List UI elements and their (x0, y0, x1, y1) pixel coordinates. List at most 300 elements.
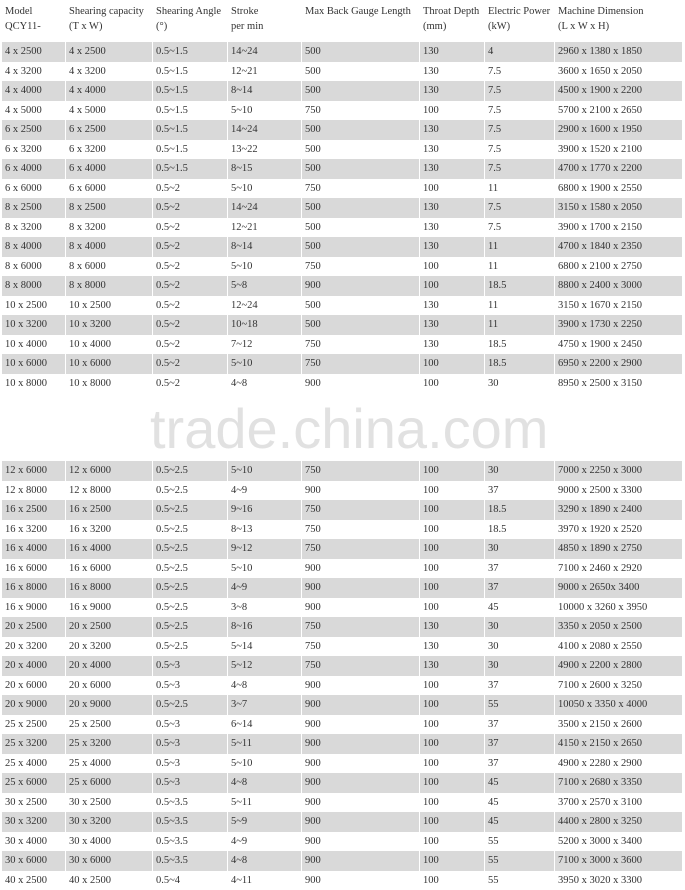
table-cell: 100 (420, 676, 485, 696)
table-row (2, 617, 683, 637)
table-cell: 100 (420, 851, 485, 871)
column-header (153, 0, 228, 42)
table-cell: 6950 x 2200 x 2900 (555, 354, 683, 374)
table-cell: 4~11 (228, 871, 302, 890)
table-row (2, 374, 683, 394)
table-cell: 4700 x 1770 x 2200 (555, 159, 683, 179)
table-cell: 45 (485, 598, 555, 618)
table-cell: 500 (302, 237, 420, 257)
table-cell: 9~16 (228, 500, 302, 520)
table-cell: 100 (420, 354, 485, 374)
table-cell: 12 x 6000 (2, 461, 66, 481)
table-cell: 20 x 9000 (2, 695, 66, 715)
table-cell: 37 (485, 754, 555, 774)
table-cell: 130 (420, 296, 485, 316)
table-cell: 4850 x 1890 x 2750 (555, 539, 683, 559)
column-header-line: Shearing capacity (69, 4, 152, 19)
table-cell: 6 x 3200 (2, 140, 66, 160)
table-cell: 100 (420, 101, 485, 121)
table-cell: 0.5~2 (153, 218, 228, 238)
table-cell: 10 x 2500 (66, 296, 153, 316)
table-cell: 6800 x 1900 x 2550 (555, 179, 683, 199)
table-cell: 18.5 (485, 520, 555, 540)
table-cell: 5~10 (228, 101, 302, 121)
table-cell: 30 (485, 461, 555, 481)
table-cell: 11 (485, 179, 555, 199)
table-cell: 5~10 (228, 559, 302, 579)
table-cell: 20 x 3200 (2, 637, 66, 657)
table-cell: 4150 x 2150 x 2650 (555, 734, 683, 754)
table-gap (2, 393, 683, 461)
column-header (66, 0, 153, 42)
table-row (2, 520, 683, 540)
table-cell: 7~12 (228, 335, 302, 355)
table-cell: 16 x 8000 (2, 578, 66, 598)
table-row (2, 296, 683, 316)
table-cell: 3290 x 1890 x 2400 (555, 500, 683, 520)
table-cell: 5~11 (228, 734, 302, 754)
table-cell: 45 (485, 793, 555, 813)
table-cell: 900 (302, 598, 420, 618)
table-cell: 20 x 2500 (66, 617, 153, 637)
table-row (2, 656, 683, 676)
table-cell: 750 (302, 354, 420, 374)
table-cell: 30 x 6000 (66, 851, 153, 871)
table-cell: 5~10 (228, 461, 302, 481)
table-cell: 0.5~3 (153, 656, 228, 676)
table-cell: 750 (302, 617, 420, 637)
table-cell: 4~9 (228, 578, 302, 598)
table-cell: 900 (302, 559, 420, 579)
table-cell: 0.5~2.5 (153, 578, 228, 598)
table-cell: 3350 x 2050 x 2500 (555, 617, 683, 637)
table-row (2, 335, 683, 355)
table-cell: 100 (420, 500, 485, 520)
table-cell: 10 x 4000 (2, 335, 66, 355)
table-row (2, 315, 683, 335)
table-cell: 100 (420, 481, 485, 501)
column-header-line: (L x W x H) (558, 19, 682, 34)
column-header-line: (mm) (423, 19, 484, 34)
table-cell: 0.5~2.5 (153, 617, 228, 637)
table-cell: 130 (420, 120, 485, 140)
table-cell: 10 x 4000 (66, 335, 153, 355)
table-cell: 100 (420, 461, 485, 481)
table-cell: 3700 x 2570 x 3100 (555, 793, 683, 813)
table-row (2, 81, 683, 101)
table-cell: 45 (485, 812, 555, 832)
table-row (2, 354, 683, 374)
table-cell: 900 (302, 695, 420, 715)
table-cell: 20 x 9000 (66, 695, 153, 715)
table-cell: 14~24 (228, 42, 302, 62)
table-row (2, 120, 683, 140)
table-cell: 750 (302, 335, 420, 355)
table-cell: 7000 x 2250 x 3000 (555, 461, 683, 481)
table-cell: 30 x 6000 (2, 851, 66, 871)
table-cell: 0.5~3.5 (153, 832, 228, 852)
table-cell: 4700 x 1840 x 2350 (555, 237, 683, 257)
table-cell: 100 (420, 559, 485, 579)
table-cell: 7100 x 2680 x 3350 (555, 773, 683, 793)
table-cell: 8 x 8000 (2, 276, 66, 296)
table-cell: 5~8 (228, 276, 302, 296)
table-cell: 25 x 4000 (2, 754, 66, 774)
table-cell: 16 x 9000 (66, 598, 153, 618)
table-cell: 7.5 (485, 140, 555, 160)
table-row (2, 539, 683, 559)
table-cell: 16 x 4000 (66, 539, 153, 559)
table-cell: 4~8 (228, 851, 302, 871)
column-header-line: Model (5, 4, 65, 19)
table-cell: 100 (420, 257, 485, 277)
table-cell: 40 x 2500 (66, 871, 153, 890)
table-cell: 6 x 6000 (2, 179, 66, 199)
table-cell: 7.5 (485, 218, 555, 238)
table-cell: 100 (420, 773, 485, 793)
table-cell: 14~24 (228, 198, 302, 218)
table-cell: 100 (420, 715, 485, 735)
table-cell: 25 x 6000 (66, 773, 153, 793)
column-header-line: (T x W) (69, 19, 152, 34)
table-cell: 11 (485, 257, 555, 277)
column-header-line: Throat Depth (423, 4, 484, 19)
table-cell: 20 x 4000 (2, 656, 66, 676)
column-header (228, 0, 302, 42)
table-cell: 8 x 3200 (66, 218, 153, 238)
table-cell: 12~21 (228, 62, 302, 82)
table-cell: 0.5~2.5 (153, 695, 228, 715)
table-cell: 4~9 (228, 832, 302, 852)
table-cell: 900 (302, 812, 420, 832)
table-row (2, 793, 683, 813)
table-cell: 0.5~1.5 (153, 101, 228, 121)
table-cell: 0.5~2 (153, 315, 228, 335)
table-cell: 130 (420, 617, 485, 637)
table-cell: 2900 x 1600 x 1950 (555, 120, 683, 140)
table-cell: 55 (485, 871, 555, 890)
column-header-line: Shearing Angle (156, 4, 227, 19)
table-cell: 750 (302, 539, 420, 559)
table-cell: 100 (420, 734, 485, 754)
table-cell: 7.5 (485, 159, 555, 179)
table-cell: 6 x 4000 (2, 159, 66, 179)
table-cell: 0.5~2.5 (153, 481, 228, 501)
table-row (2, 871, 683, 890)
table-cell: 4 x 2500 (66, 42, 153, 62)
table-cell: 25 x 4000 (66, 754, 153, 774)
table-cell: 4400 x 2800 x 3250 (555, 812, 683, 832)
table-row (2, 500, 683, 520)
table-cell: 900 (302, 578, 420, 598)
table-cell: 16 x 9000 (2, 598, 66, 618)
table-cell: 750 (302, 101, 420, 121)
table-cell: 130 (420, 62, 485, 82)
table-cell: 750 (302, 257, 420, 277)
table-cell: 0.5~3 (153, 734, 228, 754)
table-cell: 45 (485, 773, 555, 793)
table-cell: 0.5~1.5 (153, 62, 228, 82)
table-cell: 100 (420, 695, 485, 715)
table-cell: 10 x 8000 (2, 374, 66, 394)
table-cell: 12 x 8000 (66, 481, 153, 501)
table-cell: 100 (420, 539, 485, 559)
table-cell: 8~15 (228, 159, 302, 179)
table-cell: 5~10 (228, 257, 302, 277)
table-cell: 0.5~3 (153, 754, 228, 774)
table-row (2, 695, 683, 715)
table-cell: 55 (485, 695, 555, 715)
table-cell: 130 (420, 637, 485, 657)
table-cell: 12 x 6000 (66, 461, 153, 481)
table-cell: 130 (420, 335, 485, 355)
table-cell: 9~12 (228, 539, 302, 559)
table-cell: 100 (420, 520, 485, 540)
table-cell: 30 x 4000 (66, 832, 153, 852)
table-cell: 500 (302, 140, 420, 160)
column-header (485, 0, 555, 42)
table-cell: 10~18 (228, 315, 302, 335)
table-cell: 900 (302, 276, 420, 296)
table-cell: 4~8 (228, 374, 302, 394)
table-cell: 30 (485, 617, 555, 637)
table-cell: 3~7 (228, 695, 302, 715)
table-cell: 9000 x 2650x 3400 (555, 578, 683, 598)
table-row (2, 832, 683, 852)
table-cell: 750 (302, 520, 420, 540)
table-row (2, 198, 683, 218)
table-cell: 16 x 6000 (66, 559, 153, 579)
column-header (302, 0, 420, 42)
table-cell: 3950 x 3020 x 3300 (555, 871, 683, 890)
table-cell: 11 (485, 296, 555, 316)
table-cell: 130 (420, 81, 485, 101)
table-cell: 8 x 6000 (2, 257, 66, 277)
table-cell: 4900 x 2280 x 2900 (555, 754, 683, 774)
table-row (2, 637, 683, 657)
table-cell: 8~14 (228, 81, 302, 101)
table-cell: 0.5~2.5 (153, 500, 228, 520)
table-cell: 37 (485, 715, 555, 735)
table-cell: 16 x 2500 (2, 500, 66, 520)
table-cell: 40 x 2500 (2, 871, 66, 890)
table-cell: 900 (302, 374, 420, 394)
table-cell: 5200 x 3000 x 3400 (555, 832, 683, 852)
watermark-text: trade.china.com (150, 396, 548, 461)
table-cell: 8950 x 2500 x 3150 (555, 374, 683, 394)
table-cell: 100 (420, 598, 485, 618)
table-cell: 13~22 (228, 140, 302, 160)
table-cell: 5~10 (228, 754, 302, 774)
table-cell: 7.5 (485, 62, 555, 82)
table-cell: 10 x 2500 (2, 296, 66, 316)
table-cell: 0.5~1.5 (153, 159, 228, 179)
table-cell: 10 x 6000 (66, 354, 153, 374)
column-header (420, 0, 485, 42)
table-cell: 10 x 3200 (2, 315, 66, 335)
table-cell: 20 x 4000 (66, 656, 153, 676)
table-cell: 5~11 (228, 793, 302, 813)
table-cell: 55 (485, 851, 555, 871)
table-cell: 4900 x 2200 x 2800 (555, 656, 683, 676)
table-cell: 0.5~3 (153, 715, 228, 735)
table-cell: 10 x 6000 (2, 354, 66, 374)
table-cell: 0.5~1.5 (153, 81, 228, 101)
table-cell: 7100 x 3000 x 3600 (555, 851, 683, 871)
table-row (2, 676, 683, 696)
table-cell: 18.5 (485, 500, 555, 520)
table-cell: 500 (302, 315, 420, 335)
table-cell: 0.5~2.5 (153, 598, 228, 618)
table-row (2, 237, 683, 257)
table-cell: 130 (420, 140, 485, 160)
table-cell: 8 x 3200 (2, 218, 66, 238)
table-cell: 25 x 2500 (2, 715, 66, 735)
table-cell: 500 (302, 42, 420, 62)
table-cell: 8800 x 2400 x 3000 (555, 276, 683, 296)
table-row (2, 257, 683, 277)
table-cell: 5~14 (228, 637, 302, 657)
table-cell: 8 x 2500 (66, 198, 153, 218)
table-cell: 0.5~3 (153, 676, 228, 696)
table-cell: 0.5~1.5 (153, 42, 228, 62)
table-cell: 10 x 3200 (66, 315, 153, 335)
table-cell: 8~13 (228, 520, 302, 540)
table-cell: 900 (302, 676, 420, 696)
table-cell: 100 (420, 578, 485, 598)
table-cell: 500 (302, 159, 420, 179)
table-cell: 4 x 5000 (66, 101, 153, 121)
table-cell: 7.5 (485, 198, 555, 218)
table-cell: 130 (420, 656, 485, 676)
table-cell: 0.5~2 (153, 374, 228, 394)
column-header-line: (kW) (488, 19, 554, 34)
table-cell: 130 (420, 237, 485, 257)
table-cell: 7100 x 2460 x 2920 (555, 559, 683, 579)
table-row (2, 851, 683, 871)
table-cell: 0.5~2 (153, 198, 228, 218)
table-cell: 100 (420, 374, 485, 394)
table-cell: 5~10 (228, 179, 302, 199)
column-header-line: Max Back Gauge Length (305, 4, 419, 19)
table-cell: 25 x 6000 (2, 773, 66, 793)
table-cell: 37 (485, 578, 555, 598)
table-cell: 3970 x 1920 x 2520 (555, 520, 683, 540)
table-cell: 30 (485, 656, 555, 676)
table-cell: 6 x 4000 (66, 159, 153, 179)
table-cell: 4 x 4000 (66, 81, 153, 101)
table-row (2, 218, 683, 238)
table-cell: 0.5~3.5 (153, 851, 228, 871)
table-row (2, 812, 683, 832)
specs-table (2, 0, 683, 890)
table-cell: 3150 x 1670 x 2150 (555, 296, 683, 316)
table-cell: 18.5 (485, 276, 555, 296)
table-cell: 3900 x 1520 x 2100 (555, 140, 683, 160)
table-cell: 30 x 4000 (2, 832, 66, 852)
column-header-line: Stroke (231, 4, 301, 19)
table-cell: 4 x 4000 (2, 81, 66, 101)
table-cell: 6800 x 2100 x 2750 (555, 257, 683, 277)
table-cell: 3~8 (228, 598, 302, 618)
table-cell: 4~9 (228, 481, 302, 501)
table-cell: 8 x 4000 (2, 237, 66, 257)
table-row (2, 62, 683, 82)
table-cell: 900 (302, 793, 420, 813)
table-cell: 100 (420, 871, 485, 890)
table-row (2, 179, 683, 199)
table-row (2, 598, 683, 618)
table-cell: 37 (485, 481, 555, 501)
table-cell: 500 (302, 296, 420, 316)
table-cell: 30 x 2500 (66, 793, 153, 813)
table-cell: 5~9 (228, 812, 302, 832)
table-cell: 100 (420, 832, 485, 852)
table-body-top (2, 42, 683, 393)
table-cell: 0.5~2 (153, 296, 228, 316)
table-cell: 30 (485, 637, 555, 657)
table-cell: 750 (302, 179, 420, 199)
table-cell: 0.5~2 (153, 179, 228, 199)
table-cell: 4750 x 1900 x 2450 (555, 335, 683, 355)
table-cell: 4~8 (228, 773, 302, 793)
table-cell: 130 (420, 315, 485, 335)
table-cell: 100 (420, 793, 485, 813)
column-header (2, 0, 66, 42)
table-row (2, 481, 683, 501)
table-cell: 20 x 6000 (2, 676, 66, 696)
table-cell: 7.5 (485, 120, 555, 140)
table-cell: 0.5~1.5 (153, 120, 228, 140)
table-cell: 0.5~2.5 (153, 539, 228, 559)
table-cell: 900 (302, 832, 420, 852)
table-cell: 8 x 6000 (66, 257, 153, 277)
table-cell: 0.5~2 (153, 237, 228, 257)
table-row (2, 715, 683, 735)
table-cell: 30 x 3200 (2, 812, 66, 832)
table-cell: 16 x 6000 (2, 559, 66, 579)
table-cell: 3150 x 1580 x 2050 (555, 198, 683, 218)
table-cell: 900 (302, 715, 420, 735)
table-cell: 4500 x 1900 x 2200 (555, 81, 683, 101)
table-cell: 0.5~1.5 (153, 140, 228, 160)
table-cell: 8 x 8000 (66, 276, 153, 296)
table-cell: 5700 x 2100 x 2650 (555, 101, 683, 121)
table-cell: 0.5~2.5 (153, 520, 228, 540)
table-cell: 0.5~3.5 (153, 812, 228, 832)
table-cell: 130 (420, 42, 485, 62)
table-cell: 7.5 (485, 81, 555, 101)
table-cell: 37 (485, 559, 555, 579)
table-cell: 500 (302, 218, 420, 238)
table-cell: 18.5 (485, 335, 555, 355)
table-cell: 30 x 2500 (2, 793, 66, 813)
table-cell: 0.5~2.5 (153, 559, 228, 579)
table-row (2, 140, 683, 160)
table-cell: 900 (302, 734, 420, 754)
table-cell: 500 (302, 81, 420, 101)
table-cell: 8 x 2500 (2, 198, 66, 218)
table-cell: 750 (302, 500, 420, 520)
table-cell: 5~12 (228, 656, 302, 676)
table-cell: 12~24 (228, 296, 302, 316)
table-cell: 100 (420, 179, 485, 199)
table-cell: 6 x 3200 (66, 140, 153, 160)
table-cell: 130 (420, 198, 485, 218)
table-cell: 7.5 (485, 101, 555, 121)
table-cell: 11 (485, 237, 555, 257)
table-cell: 130 (420, 159, 485, 179)
